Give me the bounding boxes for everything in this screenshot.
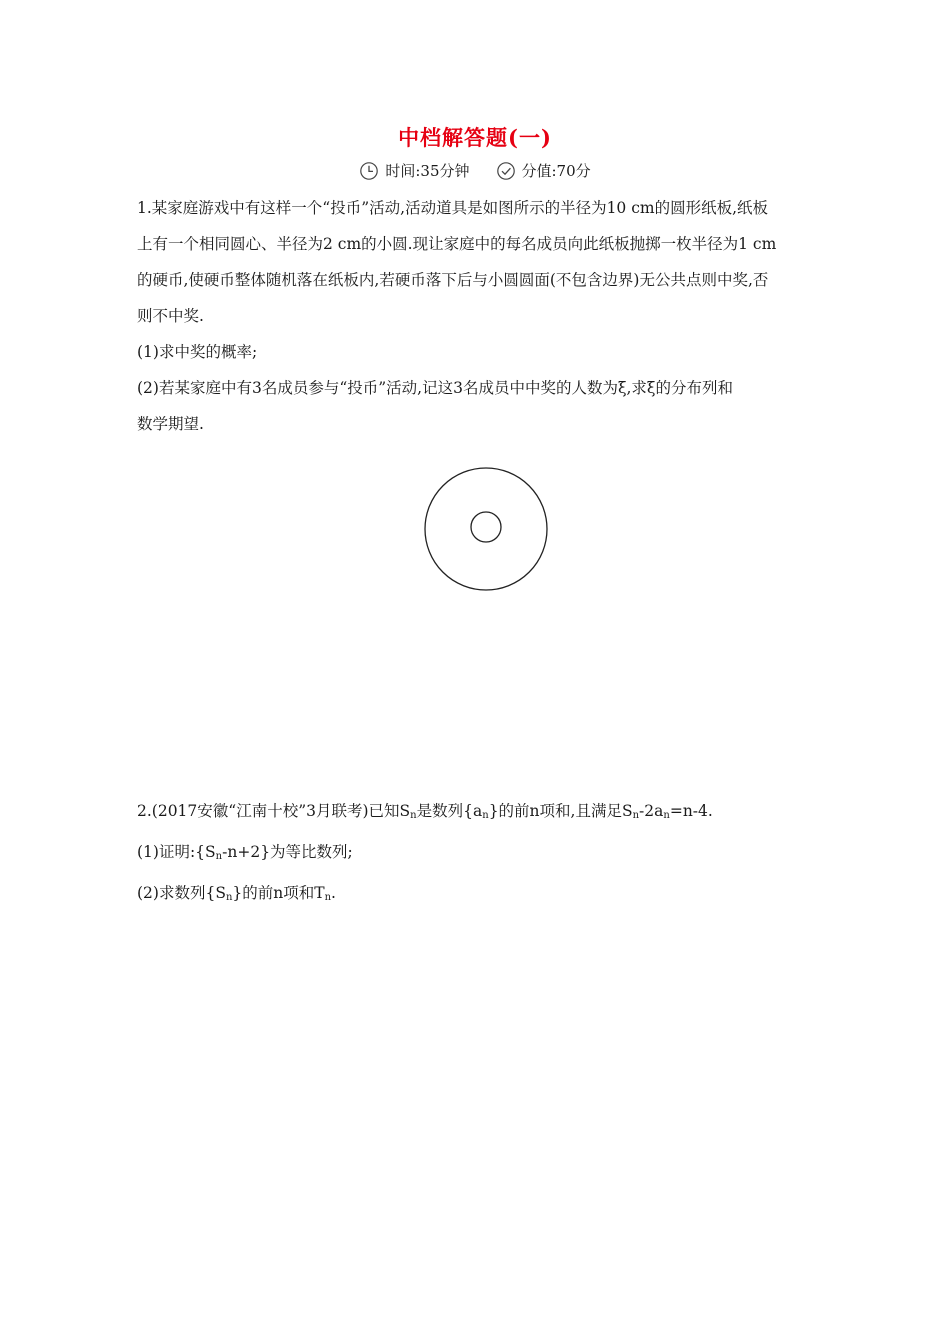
q1-part-2-line-1: (2)若某家庭中有3名成员参与“投币”活动,记这3名成员中中奖的人数为ξ,求ξ的分布列和 (137, 379, 733, 397)
q1-line-4: 则不中奖. (137, 307, 204, 325)
page-title: 中档解答题(一) (398, 125, 552, 150)
check-circle-icon (496, 161, 516, 181)
q1-line-1: 1.某家庭游戏中有这样一个“投币”活动,活动道具是如图所示的半径为10 cm的圆形纸板,纸板 (137, 199, 769, 217)
exam-meta (0, 160, 950, 181)
q1-part-2-line-2: 数学期望. (137, 415, 204, 433)
score-label: 分值:70分 (521, 162, 591, 180)
question-2 (137, 793, 842, 916)
q1-part-1: (1)求中奖的概率; (137, 343, 258, 361)
question-1 (137, 190, 842, 442)
q2-part-2: (2)求数列$\{S_n\}$的前n项和$T_n$. (137, 884, 336, 903)
q1-line-3: 的硬币,使硬币整体随机落在纸板内,若硬币落下后与小圆圆面(不包含边界)无公共点则中奖,否 (137, 271, 769, 289)
q1-line-2: 上有一个相同圆心、半径为2 cm的小圆.现让家庭中的每名成员向此纸板抛掷一枚半径为1 cm (137, 235, 777, 253)
clock-icon (359, 161, 379, 181)
q2-stem: 2.(2017安徽“江南十校”3月联考)已知$S_n$是数列$\{a_n\}$的前n项和,且满足$S_n-2a_n=n-4$. (137, 802, 713, 821)
concentric-circles-figure (424, 467, 548, 591)
q2-part-1: (1)证明$:\{S_n-n+2\}$为等比数列; (137, 843, 353, 862)
time-label: 时间:35分钟 (385, 162, 470, 180)
outer-circle (425, 468, 547, 590)
inner-circle (471, 512, 501, 542)
